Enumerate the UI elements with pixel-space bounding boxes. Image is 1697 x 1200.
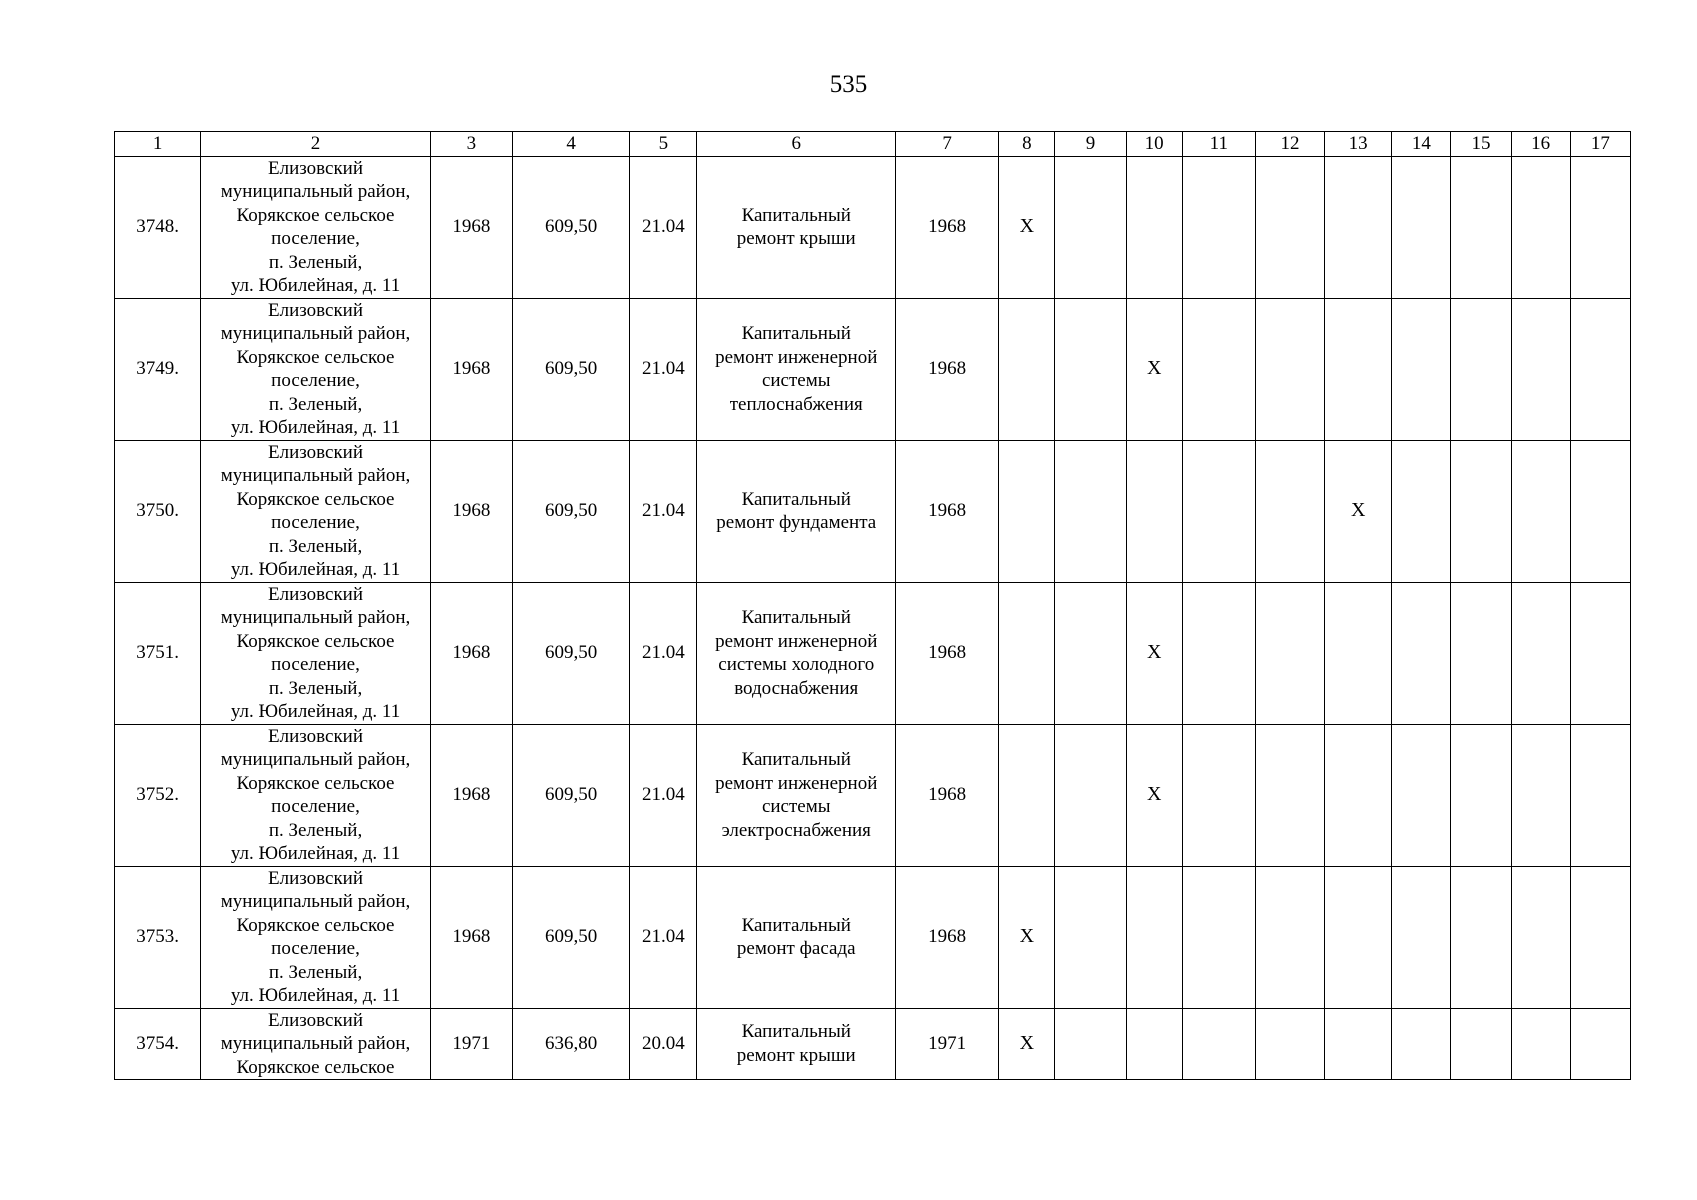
column-header-17: 17 xyxy=(1570,132,1630,157)
mark-cell-col-11 xyxy=(1182,582,1255,724)
column-header-5: 5 xyxy=(630,132,697,157)
column-header-12: 12 xyxy=(1255,132,1324,157)
work-type-cell xyxy=(697,440,896,582)
mark-cell-col-14 xyxy=(1392,1008,1451,1080)
address-cell-text: Елизовский муниципальный район, Корякское сельское поселение, п. Зеленый, ул. Юбилейная, д. 11 xyxy=(220,441,411,580)
row-number-cell-text: 3753. xyxy=(136,926,179,948)
code-cell xyxy=(630,724,697,866)
area-cell xyxy=(513,1008,630,1080)
mark-cell-col-17 xyxy=(1570,298,1630,440)
mark-cell-col-14 xyxy=(1392,298,1451,440)
build-year-cell-text: 1968 xyxy=(452,642,491,664)
mark-cell-col-16 xyxy=(1511,298,1570,440)
mark-cell-col-8 xyxy=(999,866,1055,1008)
address-cell-text: Елизовский муниципальный район, Корякское сельское поселение, п. Зеленый, ул. Юбилейная, д. 11 xyxy=(220,299,411,438)
address-cell-text: Елизовский муниципальный район, Корякское сельское xyxy=(220,1009,411,1078)
mark-cell-col-17 xyxy=(1570,1008,1630,1080)
column-header-14: 14 xyxy=(1392,132,1451,157)
register-table xyxy=(114,131,1631,1080)
area-cell xyxy=(513,724,630,866)
table-row xyxy=(115,724,1631,866)
mark-cell-col-16 xyxy=(1511,440,1570,582)
mark-cell-col-12 xyxy=(1255,1008,1324,1080)
mark-text: X xyxy=(1019,1032,1035,1054)
area-cell xyxy=(513,866,630,1008)
mark-cell-col-15 xyxy=(1451,440,1511,582)
table-row xyxy=(115,156,1631,298)
mark-cell-col-11 xyxy=(1182,1008,1255,1080)
area-cell-text: 609,50 xyxy=(545,216,598,238)
build-year-cell-text: 1968 xyxy=(452,500,491,522)
code-cell-text: 21.04 xyxy=(642,642,685,664)
mark-cell-col-17 xyxy=(1570,724,1630,866)
mark-cell-col-10 xyxy=(1126,156,1182,298)
mark-cell-col-15 xyxy=(1451,1008,1511,1080)
row-number-cell-text: 3750. xyxy=(136,500,179,522)
mark-cell-col-13 xyxy=(1325,440,1392,582)
mark-cell-col-15 xyxy=(1451,298,1511,440)
mark-cell-col-10 xyxy=(1126,440,1182,582)
code-cell xyxy=(630,1008,697,1080)
area-cell-text: 609,50 xyxy=(545,926,598,948)
column-header-4: 4 xyxy=(513,132,630,157)
code-cell xyxy=(630,156,697,298)
mark-cell-col-10 xyxy=(1126,298,1182,440)
area-cell xyxy=(513,582,630,724)
mark-cell-col-10 xyxy=(1126,866,1182,1008)
code-cell xyxy=(630,298,697,440)
mark-cell-col-9 xyxy=(1055,156,1126,298)
mark-cell-col-9 xyxy=(1055,582,1126,724)
address-cell xyxy=(201,1008,431,1080)
mark-cell-col-12 xyxy=(1255,298,1324,440)
mark-text: X xyxy=(1146,357,1162,380)
address-cell-text: Елизовский муниципальный район, Корякское сельское поселение, п. Зеленый, ул. Юбилейная, д. 11 xyxy=(220,867,411,1006)
mark-cell-col-13 xyxy=(1325,724,1392,866)
mark-text: X xyxy=(1146,783,1162,806)
column-header-10: 10 xyxy=(1126,132,1182,157)
mark-cell-col-9 xyxy=(1055,866,1126,1008)
year-cell xyxy=(896,582,999,724)
work-type-cell-text: Капитальный ремонт фундамента xyxy=(716,488,877,533)
mark-cell-col-14 xyxy=(1392,440,1451,582)
column-header-2: 2 xyxy=(201,132,431,157)
address-cell xyxy=(201,582,431,724)
row-number-cell xyxy=(115,298,201,440)
year-cell-text: 1968 xyxy=(928,784,967,806)
code-cell-text: 21.04 xyxy=(642,358,685,380)
row-number-cell-text: 3748. xyxy=(136,216,179,238)
mark-cell-col-10 xyxy=(1126,582,1182,724)
mark-cell-col-11 xyxy=(1182,440,1255,582)
row-number-cell xyxy=(115,156,201,298)
mark-cell-col-15 xyxy=(1451,866,1511,1008)
address-cell-text: Елизовский муниципальный район, Корякское сельское поселение, п. Зеленый, ул. Юбилейная, д. 11 xyxy=(220,725,411,864)
work-type-cell xyxy=(697,724,896,866)
area-cell xyxy=(513,156,630,298)
table-row xyxy=(115,582,1631,724)
work-type-cell-text: Капитальный ремонт инженерной системы электроснабжения xyxy=(715,749,878,841)
mark-cell-col-13 xyxy=(1325,298,1392,440)
mark-cell-col-12 xyxy=(1255,724,1324,866)
table-body xyxy=(115,156,1631,1080)
mark-cell-col-13 xyxy=(1325,1008,1392,1080)
mark-cell-col-15 xyxy=(1451,724,1511,866)
mark-cell-col-10 xyxy=(1126,1008,1182,1080)
code-cell-text: 21.04 xyxy=(642,926,685,948)
mark-text: X xyxy=(1019,215,1035,238)
row-number-cell xyxy=(115,582,201,724)
row-number-cell-text: 3749. xyxy=(136,358,179,380)
column-header-16: 16 xyxy=(1511,132,1570,157)
year-cell xyxy=(896,440,999,582)
row-number-cell xyxy=(115,724,201,866)
mark-cell-col-13 xyxy=(1325,582,1392,724)
build-year-cell xyxy=(430,582,512,724)
address-cell-text: Елизовский муниципальный район, Корякское сельское поселение, п. Зеленый, ул. Юбилейная, д. 11 xyxy=(220,583,411,722)
mark-cell-col-12 xyxy=(1255,866,1324,1008)
address-cell xyxy=(201,298,431,440)
mark-cell-col-10 xyxy=(1126,724,1182,866)
code-cell xyxy=(630,582,697,724)
mark-cell-col-8 xyxy=(999,440,1055,582)
mark-cell-col-11 xyxy=(1182,298,1255,440)
build-year-cell xyxy=(430,1008,512,1080)
mark-cell-col-17 xyxy=(1570,156,1630,298)
address-cell xyxy=(201,724,431,866)
build-year-cell-text: 1968 xyxy=(452,216,491,238)
work-type-cell-text: Капитальный ремонт инженерной системы холодного водоснабжения xyxy=(715,607,878,699)
work-type-cell-text: Капитальный ремонт крыши xyxy=(736,1021,856,1066)
column-header-15: 15 xyxy=(1451,132,1511,157)
area-cell-text: 609,50 xyxy=(545,500,598,522)
mark-cell-col-12 xyxy=(1255,156,1324,298)
address-cell xyxy=(201,440,431,582)
address-cell xyxy=(201,156,431,298)
mark-cell-col-16 xyxy=(1511,866,1570,1008)
column-header-8: 8 xyxy=(999,132,1055,157)
area-cell-text: 609,50 xyxy=(545,358,598,380)
area-cell-text: 609,50 xyxy=(545,784,598,806)
mark-cell-col-11 xyxy=(1182,724,1255,866)
mark-text: X xyxy=(1019,925,1035,948)
mark-cell-col-15 xyxy=(1451,582,1511,724)
mark-cell-col-16 xyxy=(1511,156,1570,298)
table-row xyxy=(115,866,1631,1008)
mark-cell-col-16 xyxy=(1511,724,1570,866)
work-type-cell-text: Капитальный ремонт инженерной системы теплоснабжения xyxy=(715,323,878,415)
mark-cell-col-17 xyxy=(1570,866,1630,1008)
column-header-3: 3 xyxy=(430,132,512,157)
column-header-11: 11 xyxy=(1182,132,1255,157)
mark-cell-col-9 xyxy=(1055,1008,1126,1080)
mark-cell-col-9 xyxy=(1055,724,1126,866)
year-cell xyxy=(896,156,999,298)
mark-cell-col-16 xyxy=(1511,582,1570,724)
year-cell xyxy=(896,866,999,1008)
column-header-1: 1 xyxy=(115,132,201,157)
code-cell-text: 21.04 xyxy=(642,784,685,806)
work-type-cell xyxy=(697,1008,896,1080)
code-cell-text: 20.04 xyxy=(642,1033,685,1054)
year-cell-text: 1971 xyxy=(928,1033,967,1054)
build-year-cell-text: 1968 xyxy=(452,926,491,948)
table-row xyxy=(115,1008,1631,1080)
mark-cell-col-12 xyxy=(1255,440,1324,582)
code-cell-text: 21.04 xyxy=(642,500,685,522)
mark-cell-col-9 xyxy=(1055,440,1126,582)
mark-cell-col-11 xyxy=(1182,156,1255,298)
work-type-cell xyxy=(697,582,896,724)
build-year-cell xyxy=(430,866,512,1008)
mark-cell-col-8 xyxy=(999,1008,1055,1080)
mark-cell-col-8 xyxy=(999,298,1055,440)
mark-cell-col-12 xyxy=(1255,582,1324,724)
row-number-cell-text: 3752. xyxy=(136,784,179,806)
address-cell-text: Елизовский муниципальный район, Корякское сельское поселение, п. Зеленый, ул. Юбилейная, д. 11 xyxy=(220,157,411,296)
address-cell xyxy=(201,866,431,1008)
mark-cell-col-14 xyxy=(1392,724,1451,866)
page-number: 535 xyxy=(829,71,868,98)
build-year-cell-text: 1968 xyxy=(452,784,491,806)
mark-cell-col-15 xyxy=(1451,156,1511,298)
code-cell xyxy=(630,866,697,1008)
work-type-cell-text: Капитальный ремонт фасада xyxy=(736,914,856,959)
build-year-cell xyxy=(430,724,512,866)
mark-cell-col-16 xyxy=(1511,1008,1570,1080)
mark-cell-col-11 xyxy=(1182,866,1255,1008)
mark-text: X xyxy=(1146,641,1162,664)
mark-cell-col-14 xyxy=(1392,156,1451,298)
column-header-7: 7 xyxy=(896,132,999,157)
row-number-cell xyxy=(115,440,201,582)
code-cell xyxy=(630,440,697,582)
work-type-cell xyxy=(697,298,896,440)
work-type-cell-text: Капитальный ремонт крыши xyxy=(736,204,856,249)
area-cell xyxy=(513,440,630,582)
build-year-cell-text: 1971 xyxy=(452,1033,491,1054)
area-cell-text: 636,80 xyxy=(545,1033,598,1054)
mark-text: X xyxy=(1350,499,1366,522)
code-cell-text: 21.04 xyxy=(642,216,685,238)
table-row xyxy=(115,440,1631,582)
year-cell-text: 1968 xyxy=(928,642,967,664)
build-year-cell xyxy=(430,298,512,440)
mark-cell-col-14 xyxy=(1392,582,1451,724)
column-header-13: 13 xyxy=(1325,132,1392,157)
row-number-cell xyxy=(115,866,201,1008)
work-type-cell xyxy=(697,156,896,298)
year-cell-text: 1968 xyxy=(928,500,967,522)
column-header-6: 6 xyxy=(697,132,896,157)
build-year-cell xyxy=(430,440,512,582)
mark-cell-col-13 xyxy=(1325,156,1392,298)
year-cell xyxy=(896,298,999,440)
header-row xyxy=(115,132,1631,157)
build-year-cell-text: 1968 xyxy=(452,358,491,380)
year-cell-text: 1968 xyxy=(928,926,967,948)
mark-cell-col-8 xyxy=(999,724,1055,866)
area-cell xyxy=(513,298,630,440)
year-cell xyxy=(896,724,999,866)
column-header-9: 9 xyxy=(1055,132,1126,157)
mark-cell-col-8 xyxy=(999,582,1055,724)
area-cell-text: 609,50 xyxy=(545,642,598,664)
build-year-cell xyxy=(430,156,512,298)
mark-cell-col-17 xyxy=(1570,440,1630,582)
table-row xyxy=(115,298,1631,440)
year-cell-text: 1968 xyxy=(928,358,967,380)
mark-cell-col-14 xyxy=(1392,866,1451,1008)
mark-cell-col-13 xyxy=(1325,866,1392,1008)
mark-cell-col-9 xyxy=(1055,298,1126,440)
mark-cell-col-8 xyxy=(999,156,1055,298)
year-cell-text: 1968 xyxy=(928,216,967,238)
work-type-cell xyxy=(697,866,896,1008)
row-number-cell xyxy=(115,1008,201,1080)
mark-cell-col-17 xyxy=(1570,582,1630,724)
row-number-cell-text: 3754. xyxy=(136,1033,179,1054)
row-number-cell-text: 3751. xyxy=(136,642,179,664)
year-cell xyxy=(896,1008,999,1080)
